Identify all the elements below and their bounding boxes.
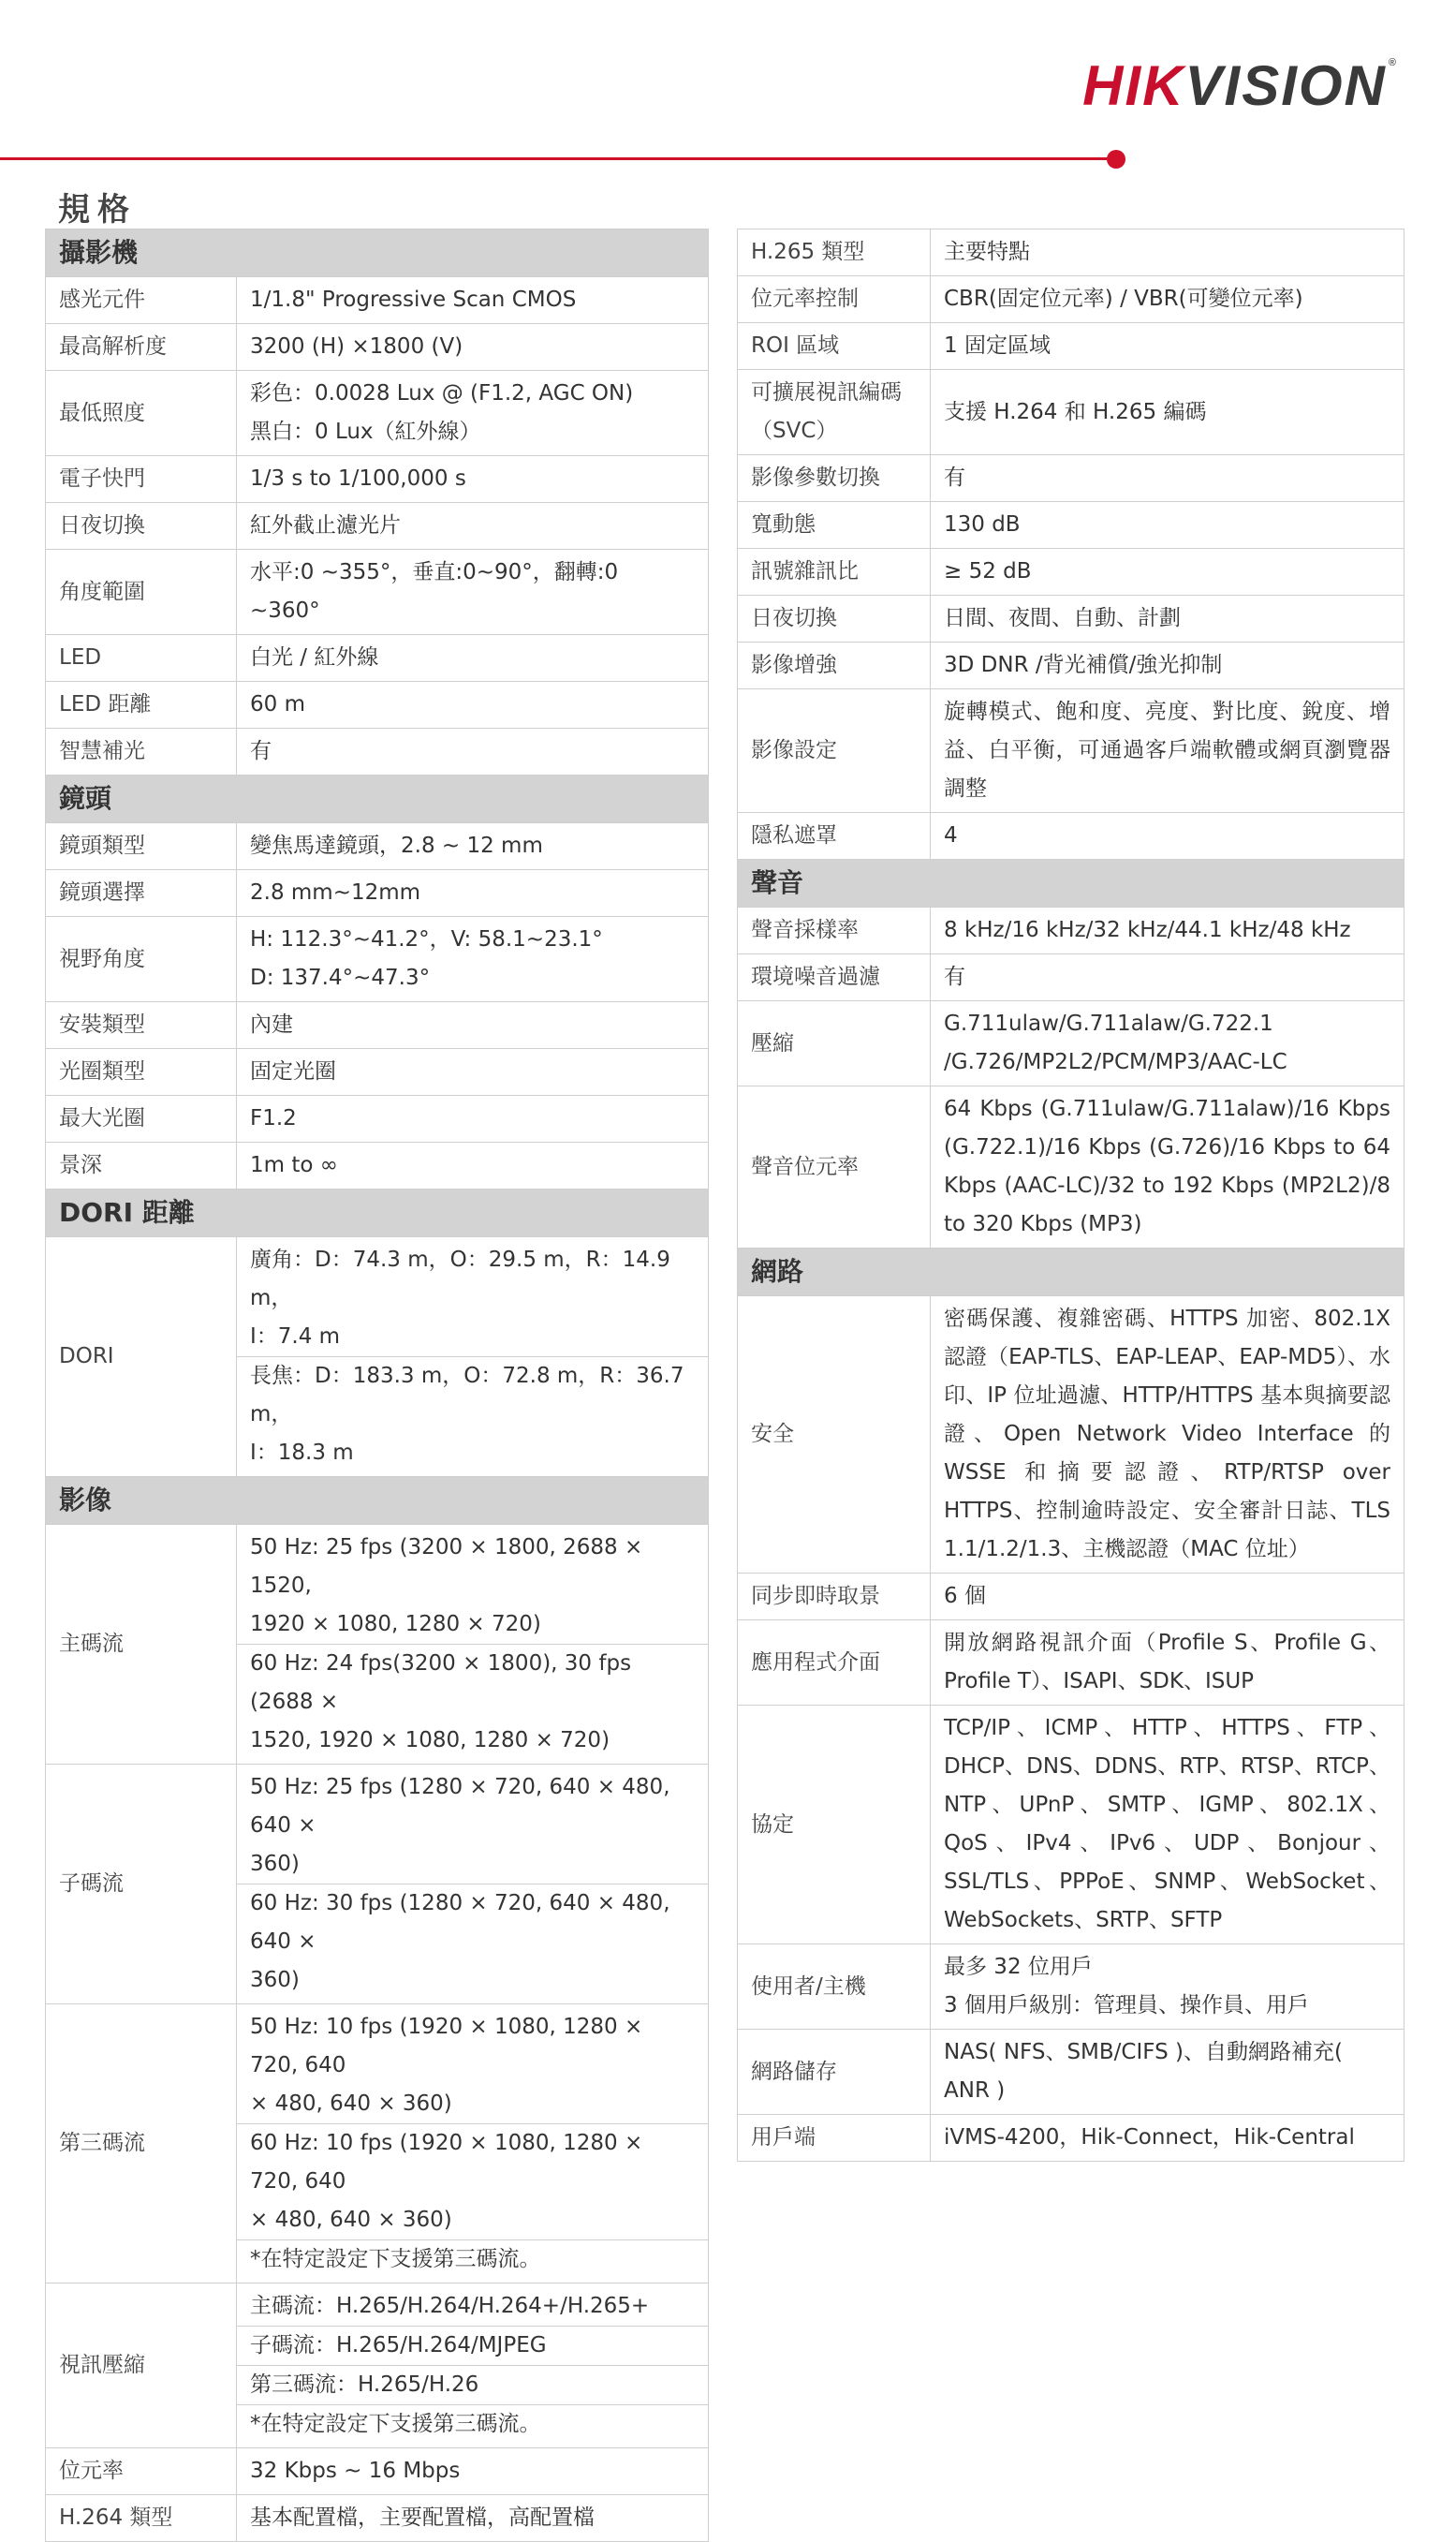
spec-row bbox=[738, 2030, 1405, 2115]
spec-row bbox=[46, 2283, 709, 2448]
spec-label: 角度範圍 bbox=[46, 550, 237, 635]
section-title: 攝影機 bbox=[46, 229, 709, 277]
spec-row bbox=[738, 1944, 1405, 2030]
spec-label: 協定 bbox=[738, 1706, 931, 1944]
spec-label: 用戶端 bbox=[738, 2115, 931, 2162]
spec-value-line: 主碼流：H.265/H.264/H.264+/H.265+ bbox=[250, 2294, 650, 2318]
spec-row bbox=[46, 1143, 709, 1190]
spec-label: 網路儲存 bbox=[738, 2030, 931, 2115]
spec-value-line: 水平:0 ~355°，垂直:0~90°，翻轉:0 ~360° bbox=[250, 560, 619, 623]
spec-row bbox=[738, 323, 1405, 370]
spec-value-line: /G.726/MP2L2/PCM/MP3/AAC-LC bbox=[944, 1050, 1287, 1074]
spec-row bbox=[46, 277, 709, 324]
spec-label: 子碼流 bbox=[46, 1765, 237, 2004]
spec-row bbox=[738, 1296, 1405, 1574]
spec-value-line: 有 bbox=[250, 739, 272, 763]
spec-value-line: 最多 32 位用戶 bbox=[944, 1955, 1093, 1979]
spec-value bbox=[931, 1086, 1405, 1249]
spec-value-line: 64 Kbps (G.711ulaw/G.711alaw)/16 Kbps (G.722.1)/16 Kbps (G.726)/16 Kbps to 64 Kbps (AAC-LC)/32 to 192 Kbps (MP2L2)/8 to 320 Kbps (MP3) bbox=[944, 1097, 1390, 1236]
spec-label: 智慧補光 bbox=[46, 729, 237, 776]
spec-value-line: D: 137.4°~47.3° bbox=[250, 966, 431, 990]
spec-value bbox=[931, 276, 1405, 323]
spec-label: H.265 類型 bbox=[738, 229, 931, 276]
spec-value bbox=[931, 1574, 1405, 1620]
spec-label: 環境噪音過濾 bbox=[738, 954, 931, 1001]
section-header-row bbox=[46, 776, 709, 823]
section-title: 聲音 bbox=[738, 860, 1405, 908]
spec-label: 寬動態 bbox=[738, 502, 931, 549]
spec-value bbox=[237, 1765, 709, 2004]
spec-value bbox=[931, 689, 1405, 813]
spec-value-line: 1520, 1920 × 1080, 1280 × 720) bbox=[250, 1728, 610, 1752]
spec-row bbox=[46, 823, 709, 870]
spec-label: 視訊壓縮 bbox=[46, 2283, 237, 2448]
spec-label: 日夜切換 bbox=[46, 503, 237, 550]
spec-label: 電子快門 bbox=[46, 456, 237, 503]
spec-label: 感光元件 bbox=[46, 277, 237, 324]
spec-row bbox=[738, 1574, 1405, 1620]
spec-value bbox=[237, 917, 709, 1002]
spec-label: 景深 bbox=[46, 1143, 237, 1190]
spec-value-block bbox=[250, 1529, 695, 1644]
spec-value-line: *在特定設定下支援第三碼流。 bbox=[250, 2412, 541, 2436]
spec-value bbox=[237, 870, 709, 917]
spec-label: LED bbox=[46, 635, 237, 682]
spec-label: 最低照度 bbox=[46, 371, 237, 456]
spec-value-block bbox=[237, 2365, 708, 2404]
spec-row bbox=[738, 370, 1405, 455]
spec-label: 鏡頭選擇 bbox=[46, 870, 237, 917]
spec-label: 第三碼流 bbox=[46, 2004, 237, 2283]
spec-value bbox=[237, 1237, 709, 1477]
spec-value bbox=[237, 503, 709, 550]
hikvision-logo bbox=[1082, 54, 1398, 117]
spec-row bbox=[738, 908, 1405, 954]
spec-value bbox=[237, 1143, 709, 1190]
spec-value-line: 密碼保護、複雜密碼、HTTPS 加密、802.1X 認證（EAP-TLS、EAP-LEAP、EAP-MD5）、水印、IP 位址過濾、HTTP/HTTPS 基本與摘要認證、Open Network Video Interface 的 WSSE 和摘要認證、RTP/RTSP over HTTPS、控制逾時設定、安全審計日誌、TLS 1.1/1.2/1.3、主機認證（MAC 位址） bbox=[944, 1307, 1390, 1561]
spec-value bbox=[237, 277, 709, 324]
spec-value-line: 60 Hz: 30 fps (1280 × 720, 640 × 480, 640 × bbox=[250, 1891, 670, 1954]
spec-row bbox=[738, 643, 1405, 689]
spec-value bbox=[931, 596, 1405, 643]
spec-row bbox=[46, 1049, 709, 1096]
spec-value-line: 50 Hz: 10 fps (1920 × 1080, 1280 × 720, 640 bbox=[250, 2015, 643, 2077]
spec-row bbox=[738, 689, 1405, 813]
spec-value-line: 1/3 s to 1/100,000 s bbox=[250, 466, 466, 491]
spec-row bbox=[46, 682, 709, 729]
spec-value bbox=[931, 1944, 1405, 2030]
logo-text-dark: VISION bbox=[1184, 54, 1387, 117]
spec-value-block bbox=[250, 1241, 695, 1356]
spec-row bbox=[738, 1001, 1405, 1086]
spec-value-line: TCP/IP、ICMP、HTTP、HTTPS、FTP、DHCP、DNS、DDNS、RTP、RTSP、RTCP、NTP、UPnP、SMTP、IGMP、802.1X、QoS、IPv4、IPv6、UDP、Bonjour、SSL/TLS、PPPoE、SNMP、WebSocket、WebSockets、SRTP、SFTP bbox=[944, 1716, 1390, 1932]
registered-mark: ® bbox=[1388, 57, 1398, 68]
spec-value-block bbox=[237, 1644, 708, 1760]
spec-value-line: F1.2 bbox=[250, 1106, 297, 1131]
spec-value-line: I：7.4 m bbox=[250, 1324, 341, 1349]
spec-value bbox=[931, 323, 1405, 370]
spec-value-line: 2.8 mm~12mm bbox=[250, 880, 421, 905]
spec-value bbox=[931, 502, 1405, 549]
spec-label: 鏡頭類型 bbox=[46, 823, 237, 870]
spec-value-line: 長焦：D：183.3 m，O：72.8 m，R：36.7 m， bbox=[250, 1364, 684, 1426]
spec-value-line: 有 bbox=[944, 965, 965, 989]
spec-value-line: *在特定設定下支援第三碼流。 bbox=[250, 2247, 541, 2271]
spec-value-line: 廣角：D：74.3 m，O：29.5 m，R：14.9 m， bbox=[250, 1248, 670, 1310]
spec-table-right bbox=[737, 229, 1405, 2162]
spec-row bbox=[738, 229, 1405, 276]
spec-value-line: 50 Hz: 25 fps (1280 × 720, 640 × 480, 640 × bbox=[250, 1775, 670, 1838]
logo-text-red: HIK bbox=[1082, 54, 1185, 117]
spec-value-line: I：18.3 m bbox=[250, 1441, 354, 1465]
spec-value-block bbox=[237, 1356, 708, 1472]
spec-value-line: G.711ulaw/G.711alaw/G.722.1 bbox=[944, 1012, 1273, 1036]
spec-value bbox=[237, 1096, 709, 1143]
spec-value-block bbox=[237, 1884, 708, 2000]
spec-row bbox=[46, 635, 709, 682]
spec-label: ROI 區域 bbox=[738, 323, 931, 370]
spec-value bbox=[237, 1049, 709, 1096]
spec-value-line: 有 bbox=[944, 466, 965, 490]
spec-value bbox=[931, 643, 1405, 689]
spec-value bbox=[237, 1002, 709, 1049]
spec-value-line: 3 個用戶級別：管理員、操作員、用戶 bbox=[944, 1993, 1309, 2017]
spec-value-block bbox=[250, 2287, 695, 2326]
spec-value-line: H: 112.3°~41.2°，V: 58.1~23.1° bbox=[250, 927, 603, 952]
spec-value bbox=[931, 455, 1405, 502]
spec-label: 同步即時取景 bbox=[738, 1574, 931, 1620]
section-title: 影像 bbox=[46, 1477, 709, 1525]
spec-value-line: 50 Hz: 25 fps (3200 × 1800, 2688 × 1520, bbox=[250, 1535, 643, 1598]
spec-value-line: 3D DNR /背光補償/強光抑制 bbox=[944, 653, 1223, 677]
spec-label: 最高解析度 bbox=[46, 324, 237, 371]
spec-value-line: 日間、夜間、自動、計劃 bbox=[944, 606, 1181, 630]
spec-label: 最大光圈 bbox=[46, 1096, 237, 1143]
spec-value-line: 1m to ∞ bbox=[250, 1153, 338, 1177]
spec-label: 影像參數切換 bbox=[738, 455, 931, 502]
spec-row bbox=[46, 2004, 709, 2283]
spec-label: DORI bbox=[46, 1237, 237, 1477]
section-header-row bbox=[46, 1477, 709, 1525]
spec-row bbox=[46, 1096, 709, 1143]
spec-value bbox=[237, 456, 709, 503]
spec-value-line: 主要特點 bbox=[944, 240, 1030, 264]
spec-value bbox=[237, 729, 709, 776]
spec-label: 位元率 bbox=[46, 2448, 237, 2495]
spec-row bbox=[46, 324, 709, 371]
spec-value-line: 1 固定區域 bbox=[944, 333, 1051, 358]
section-header-row bbox=[46, 1190, 709, 1237]
spec-value-line: × 480, 640 × 360) bbox=[250, 2091, 452, 2116]
spec-row bbox=[738, 1086, 1405, 1249]
spec-value bbox=[931, 1620, 1405, 1706]
spec-value-line: × 480, 640 × 360) bbox=[250, 2208, 452, 2232]
spec-value bbox=[931, 1706, 1405, 1944]
section-title: DORI 距離 bbox=[46, 1190, 709, 1237]
spec-label: 可擴展視訊編碼（SVC） bbox=[738, 370, 931, 455]
spec-value-line: 第三碼流：H.265/H.26 bbox=[250, 2372, 479, 2397]
spec-label: 使用者/主機 bbox=[738, 1944, 931, 2030]
spec-table-left-body bbox=[46, 229, 709, 2542]
section-title: 網路 bbox=[738, 1249, 1405, 1296]
spec-row bbox=[46, 729, 709, 776]
spec-label: 影像增強 bbox=[738, 643, 931, 689]
spec-value-line: 黑白：0 Lux（紅外線） bbox=[250, 420, 481, 444]
spec-value bbox=[237, 2004, 709, 2283]
spec-value bbox=[931, 2030, 1405, 2115]
spec-value bbox=[931, 2115, 1405, 2162]
spec-label: 安全 bbox=[738, 1296, 931, 1574]
spec-value-line: 32 Kbps ~ 16 Mbps bbox=[250, 2459, 461, 2483]
section-header-row bbox=[46, 229, 709, 277]
spec-value-line: ≥ 52 dB bbox=[944, 559, 1032, 584]
spec-value-line: 130 dB bbox=[944, 512, 1021, 537]
spec-value bbox=[237, 324, 709, 371]
spec-row bbox=[46, 550, 709, 635]
spec-row bbox=[738, 1620, 1405, 1706]
spec-row bbox=[46, 2448, 709, 2495]
spec-row bbox=[738, 455, 1405, 502]
spec-label: 安裝類型 bbox=[46, 1002, 237, 1049]
spec-value bbox=[237, 635, 709, 682]
header-red-dot bbox=[1107, 150, 1125, 169]
spec-value bbox=[237, 2448, 709, 2495]
spec-value-line: 60 Hz: 24 fps(3200 × 1800), 30 fps (2688 × bbox=[250, 1651, 632, 1714]
spec-label: 聲音採樣率 bbox=[738, 908, 931, 954]
spec-value-line: CBR(固定位元率) / VBR(可變位元率) bbox=[944, 287, 1303, 311]
spec-value-line: NAS( NFS、SMB/CIFS )、自動網路補充( ANR ) bbox=[944, 2040, 1343, 2103]
spec-row bbox=[46, 456, 709, 503]
spec-label: 光圈類型 bbox=[46, 1049, 237, 1096]
spec-value-line: 3200 (H) ×1800 (V) bbox=[250, 334, 463, 359]
spec-label: 隱私遮罩 bbox=[738, 813, 931, 860]
spec-value-line: 360) bbox=[250, 1852, 300, 1876]
spec-row bbox=[738, 549, 1405, 596]
spec-row bbox=[738, 1706, 1405, 1944]
spec-value-line: 支援 H.264 和 H.265 編碼 bbox=[944, 399, 1207, 424]
spec-label: H.264 類型 bbox=[46, 2495, 237, 2542]
spec-row bbox=[46, 1765, 709, 2004]
spec-row bbox=[738, 596, 1405, 643]
spec-value-line: 固定光圈 bbox=[250, 1059, 336, 1084]
spec-value-line: 1920 × 1080, 1280 × 720) bbox=[250, 1612, 541, 1636]
spec-label: 聲音位元率 bbox=[738, 1086, 931, 1249]
section-header-row bbox=[738, 1249, 1405, 1296]
spec-row bbox=[46, 503, 709, 550]
spec-label: 應用程式介面 bbox=[738, 1620, 931, 1706]
spec-row bbox=[738, 2115, 1405, 2162]
spec-value-block bbox=[237, 2123, 708, 2239]
spec-value-line: 旋轉模式、飽和度、亮度、對比度、銳度、增益、白平衡，可通過客戶端軟體或網頁瀏覽器調整 bbox=[944, 700, 1390, 801]
spec-row bbox=[46, 917, 709, 1002]
spec-label: 影像設定 bbox=[738, 689, 931, 813]
spec-label: 壓縮 bbox=[738, 1001, 931, 1086]
spec-label: 日夜切換 bbox=[738, 596, 931, 643]
spec-value bbox=[931, 549, 1405, 596]
spec-value-block bbox=[250, 1768, 695, 1884]
page-title: 規格 bbox=[58, 191, 137, 229]
spec-value-line: 60 Hz: 10 fps (1920 × 1080, 1280 × 720, 640 bbox=[250, 2131, 643, 2194]
spec-row bbox=[46, 2495, 709, 2542]
spec-value bbox=[237, 682, 709, 729]
spec-value bbox=[931, 370, 1405, 455]
spec-label: 位元率控制 bbox=[738, 276, 931, 323]
header-red-rule bbox=[0, 157, 1110, 160]
spec-value-block bbox=[237, 2239, 708, 2279]
spec-value bbox=[931, 1001, 1405, 1086]
spec-value bbox=[931, 908, 1405, 954]
spec-row bbox=[46, 1002, 709, 1049]
spec-label: LED 距離 bbox=[46, 682, 237, 729]
spec-value-line: 基本配置檔，主要配置檔，高配置檔 bbox=[250, 2505, 595, 2530]
spec-value bbox=[931, 229, 1405, 276]
spec-value-block bbox=[237, 2326, 708, 2365]
spec-row bbox=[738, 502, 1405, 549]
spec-row bbox=[738, 813, 1405, 860]
spec-table-right-body bbox=[738, 229, 1405, 2162]
spec-value-line: 4 bbox=[944, 823, 958, 848]
spec-value bbox=[237, 550, 709, 635]
spec-value-line: 內建 bbox=[250, 1012, 293, 1037]
spec-row bbox=[46, 371, 709, 456]
spec-row bbox=[46, 1237, 709, 1477]
section-header-row bbox=[738, 860, 1405, 908]
spec-row bbox=[738, 276, 1405, 323]
spec-value-line: 8 kHz/16 kHz/32 kHz/44.1 kHz/48 kHz bbox=[944, 918, 1351, 942]
spec-row bbox=[738, 954, 1405, 1001]
spec-value-line: 360) bbox=[250, 1968, 300, 1992]
spec-value bbox=[237, 371, 709, 456]
spec-value-line: 彩色：0.0028 Lux @ (F1.2, AGC ON) bbox=[250, 381, 634, 406]
spec-value-line: 開放網路視訊介面（Profile S、Profile G、Profile T）、ISAPI、SDK、ISUP bbox=[944, 1631, 1390, 1693]
spec-row bbox=[46, 1525, 709, 1765]
spec-value bbox=[931, 954, 1405, 1001]
spec-value-block bbox=[237, 2404, 708, 2444]
spec-label: 視野角度 bbox=[46, 917, 237, 1002]
spec-value bbox=[237, 2495, 709, 2542]
spec-value-line: iVMS-4200，Hik-Connect，Hik-Central bbox=[944, 2125, 1355, 2150]
spec-value-line: 子碼流：H.265/H.264/MJPEG bbox=[250, 2333, 547, 2357]
spec-value-line: 6 個 bbox=[944, 1584, 986, 1608]
spec-value bbox=[237, 823, 709, 870]
spec-value-line: 1/1.8" Progressive Scan CMOS bbox=[250, 288, 577, 312]
spec-value bbox=[931, 813, 1405, 860]
spec-table-left bbox=[45, 229, 709, 2542]
spec-row bbox=[46, 870, 709, 917]
spec-value bbox=[237, 1525, 709, 1765]
spec-value bbox=[237, 2283, 709, 2448]
spec-value-line: 紅外截止濾光片 bbox=[250, 513, 401, 538]
spec-value-line: 60 m bbox=[250, 692, 305, 717]
spec-value-block bbox=[250, 2008, 695, 2123]
spec-value bbox=[931, 1296, 1405, 1574]
spec-label: 主碼流 bbox=[46, 1525, 237, 1765]
spec-value-line: 變焦馬達鏡頭，2.8 ~ 12 mm bbox=[250, 834, 543, 858]
section-title: 鏡頭 bbox=[46, 776, 709, 823]
spec-label: 訊號雜訊比 bbox=[738, 549, 931, 596]
spec-value-line: 白光 / 紅外線 bbox=[250, 645, 379, 670]
